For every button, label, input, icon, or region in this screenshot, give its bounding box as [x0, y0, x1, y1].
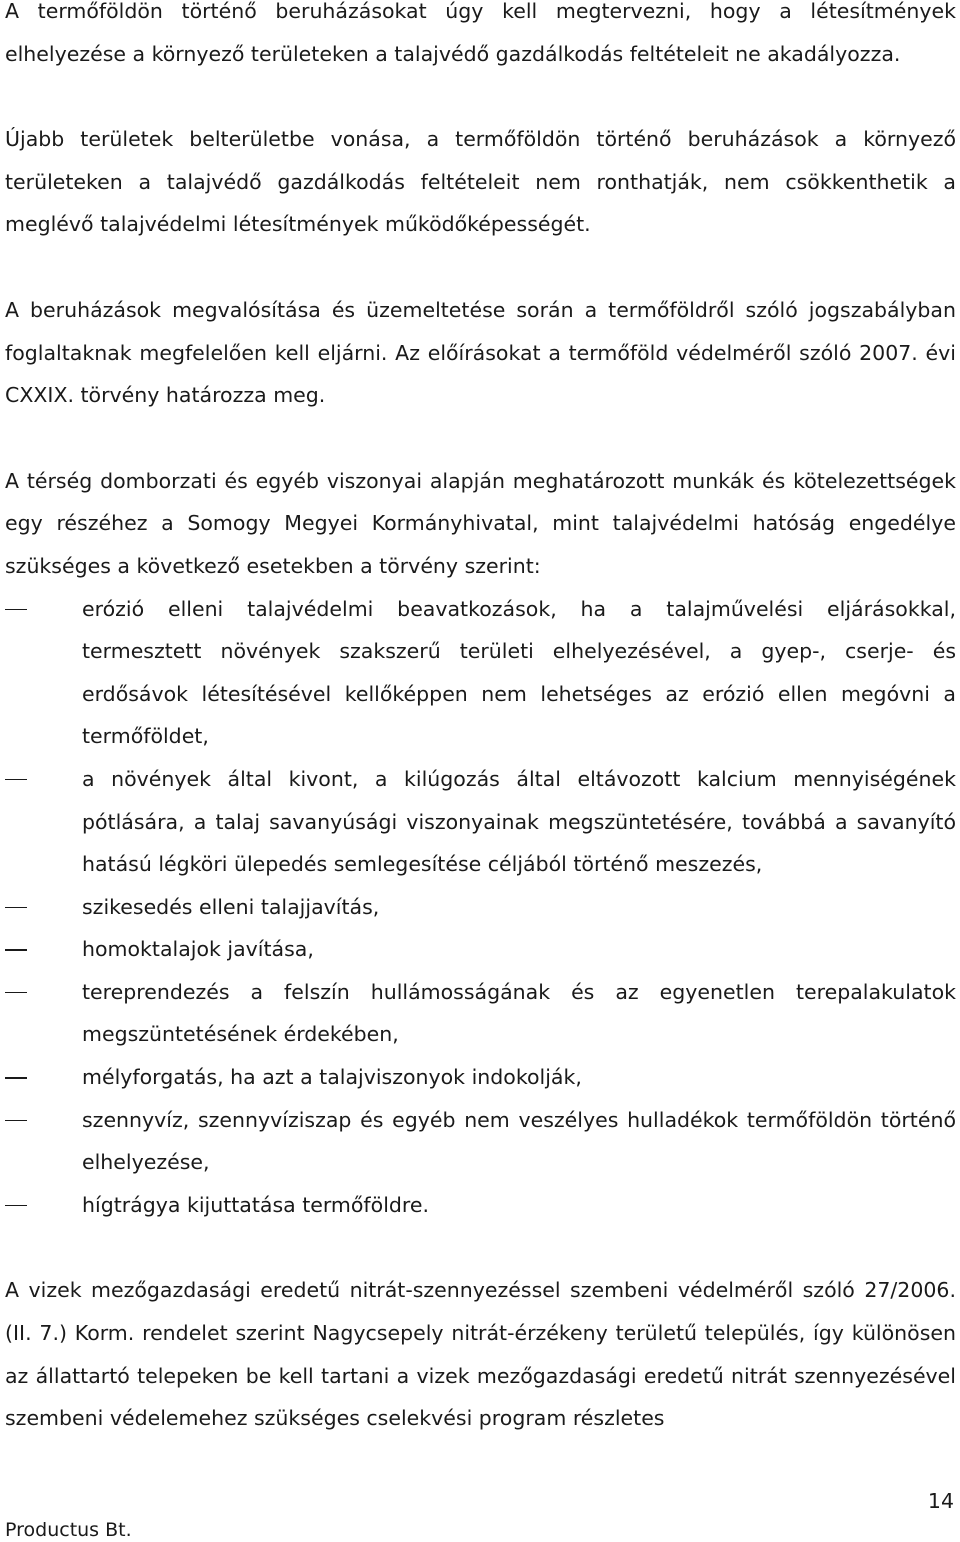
- dash-icon: [5, 609, 27, 611]
- list-item-text: szikesedés elleni talajjavítás,: [82, 894, 380, 919]
- paragraph-belterulet: Újabb területek belterületbe vonása, a termőföldön történő beruházások a környező területeken a talajvédő gazdálkodás feltételeit nem ronthatják, nem csökkenthetik a meglévő talajvédelmi létesítmények működőképességét.: [5, 127, 956, 237]
- dash-icon: [5, 1120, 27, 1122]
- list-item-text: hígtrágya kijuttatása termőföldre.: [82, 1192, 430, 1217]
- list-item-text: mélyforgatás, ha azt a talajviszonyok indokolják,: [82, 1065, 582, 1090]
- list-item: [5, 971, 956, 1056]
- paragraph-gap: [5, 75, 956, 118]
- paragraph-jogszabaly: A beruházások megvalósítása és üzemeltetése során a termőföldről szóló jogszabályban foglaltaknak megfelelően kell eljárni. Az előírásokat a termőföld védelméről szóló 2007. évi CXXIX. törvény határozza meg.: [5, 297, 956, 408]
- dash-icon: [5, 779, 27, 781]
- list-item-text: szennyvíz, szennyvíziszap és egyéb nem veszélyes hulladékok termőföldön történő elhelyezése,: [82, 1107, 956, 1175]
- list-item: [5, 588, 956, 758]
- list-item-text: a növények által kivont, a kilúgozás által eltávozott kalcium mennyiségének pótlására, a talaj savanyúsági viszonyainak megszüntetésére, továbbá a savanyító hatású légköri ülepedés semlegesítése céljából történő meszezés,: [82, 766, 956, 877]
- paragraph-beruhazasok-tervezese: A termőföldön történő beruházásokat úgy kell megtervezni, hogy a létesítmények elhelyezése a környező területeken a talajvédő gazdálkodás feltételeit ne akadályozza.: [5, 0, 956, 66]
- dash-icon: [5, 1205, 27, 1207]
- list-item: [5, 1099, 956, 1184]
- list-item: [5, 1184, 956, 1227]
- paragraph-nitrat: A vizek mezőgazdasági eredetű nitrát-szennyezéssel szembeni védelméről szóló 27/2006. (II. 7.) Korm. rendelet szerint Nagycsepely nitrát-érzékeny területű település, így különösen az állattartó telepeken be kell tartani a vizek mezőgazdasági eredetű nitrát szennyezésével szembeni védelemehez szükséges cselekvési program részletes: [5, 1278, 956, 1431]
- list-item-text: tereprendezés a felszín hullámosságának és az egyenetlen terepalakulatok megszüntetésének érdekében,: [82, 979, 956, 1047]
- dash-icon: [5, 907, 27, 909]
- bullet-list: [5, 588, 956, 1227]
- page-number: 14: [927, 1489, 954, 1513]
- list-item: [5, 1056, 956, 1099]
- list-item: [5, 758, 956, 886]
- dash-icon: [5, 1077, 27, 1079]
- list-item: [5, 928, 956, 971]
- dash-icon: [5, 992, 27, 994]
- paragraph-gap: [5, 417, 956, 460]
- paragraph-gap: [5, 1226, 956, 1269]
- list-item-text: erózió elleni talajvédelmi beavatkozások, ha a talajművelési eljárásokkal, termesztett növények szakszerű területi elhelyezésével, a gyep-, cserje- és erdősávok létesítésével kellőképpen nem lehetséges az erózió ellen megóvni a termőföldet,: [82, 596, 956, 749]
- list-item: [5, 886, 956, 929]
- paragraph-gap: [5, 246, 956, 289]
- dash-icon: [5, 949, 27, 951]
- footer-company-name: Productus Bt.: [5, 1519, 132, 1541]
- document-page: [5, 0, 956, 1440]
- list-item-text: homoktalajok javítása,: [82, 937, 314, 962]
- paragraph-engedely: A térség domborzati és egyéb viszonyai alapján meghatározott munkák és kötelezettségek egy részéhez a Somogy Megyei Kormányhivatal, mint talajvédelmi hatóság engedélye szükséges a következő esetekben a törvény szerint:: [5, 468, 956, 578]
